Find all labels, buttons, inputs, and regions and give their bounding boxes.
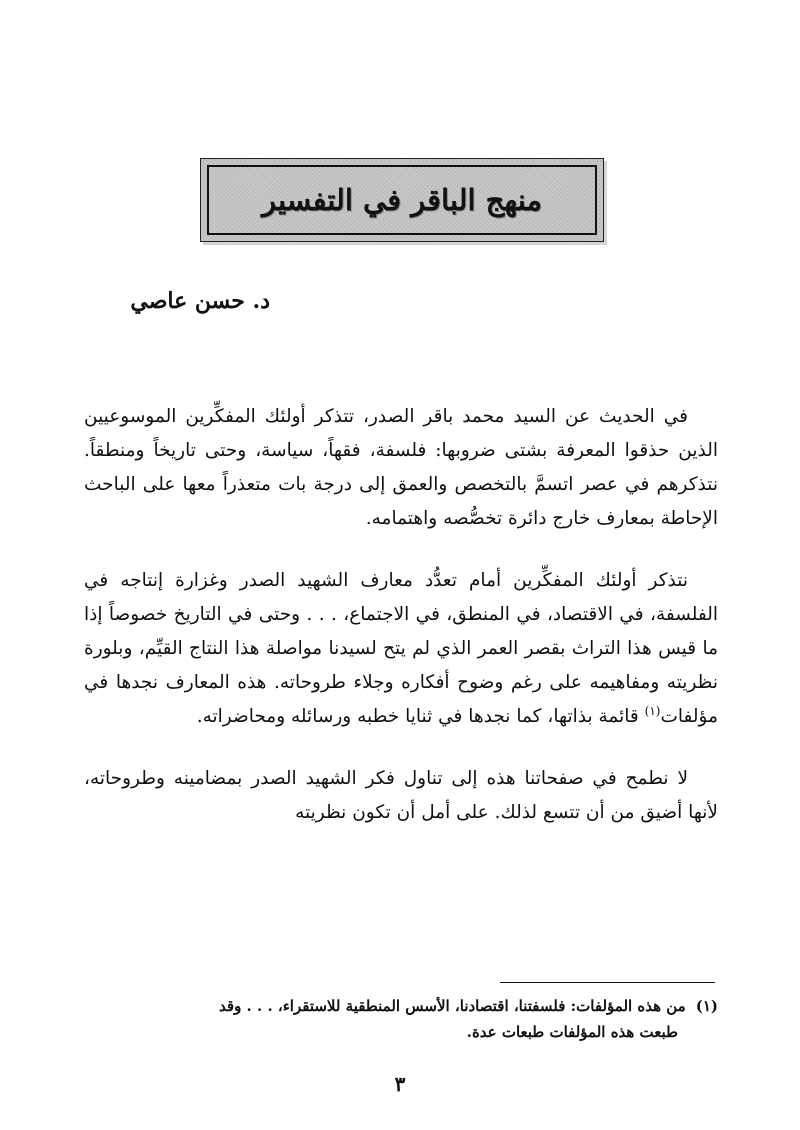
footnote xyxy=(84,993,718,1045)
footnote-text-1: من هذه المؤلفات: فلسفتنا، اقتصادنا، الأسس المنطقية للاستقراء، . . . وقد xyxy=(219,997,686,1015)
paragraph-1: في الحديث عن السيد محمد باقر الصدر، تتذكر أولئك المفكِّرين الموسوعيين الذين حذقوا المعرفة بشتى ضروبها: فلسفة، فقهاً، سياسة، وحتى تاريخاً ومنطقاً. نتذكرهم في عصر اتسمَّ بالتخصص والعمق إلى درجة بات متعذراً معها على الباحث الإحاطة بمعارف خارج دائرة تخصُّصه واهتمامه. xyxy=(84,406,718,529)
paragraph-2 xyxy=(84,564,718,734)
title-banner xyxy=(200,158,604,242)
footnote-line-1 xyxy=(84,993,718,1019)
article-body xyxy=(84,400,718,858)
footnote-reference: (١) xyxy=(644,703,661,718)
title-frame xyxy=(207,165,597,235)
paragraph-2-text-a: نتذكر أولئك المفكِّرين أمام تعدُّد معارف الشهيد الصدر وغزارة إنتاجه في الفلسفة، في الاقتصاد، في المنطق، في الاجتماع، . . . وحتى في التاريخ خصوصاً إذا ما قيس هذا التراث بقصر العمر الذي لم يتح لسيدنا مواصلة هذا النتاج القيِّم، وبلورة نظريته ومفاهيمه على رغم وضوح أفكاره وجلاء طروحاته. هذه المعارف نجدها في مؤلفات xyxy=(84,570,718,727)
paragraph-2-text-b: قائمة بذاتها، كما نجدها في ثنايا خطبه ورسائله ومحاضراته. xyxy=(196,706,645,727)
page-number: ٣ xyxy=(394,1072,406,1096)
footnote-divider xyxy=(500,982,715,983)
page-title: منهج الباقر في التفسير xyxy=(262,183,542,217)
author-name: د. حسن عاصي xyxy=(130,288,270,314)
footnote-line-2: طبعت هذه المؤلفات طبعات عدة. xyxy=(466,1023,678,1041)
paragraph-3: لا نطمح في صفحاتنا هذه إلى تناول فكر الشهيد الصدر بمضامينه وطروحاته، لأنها أضيق من أن تتسع لذلك. على أمل أن تكون نظريته xyxy=(84,768,718,823)
footnote-marker: (١) xyxy=(695,997,718,1015)
